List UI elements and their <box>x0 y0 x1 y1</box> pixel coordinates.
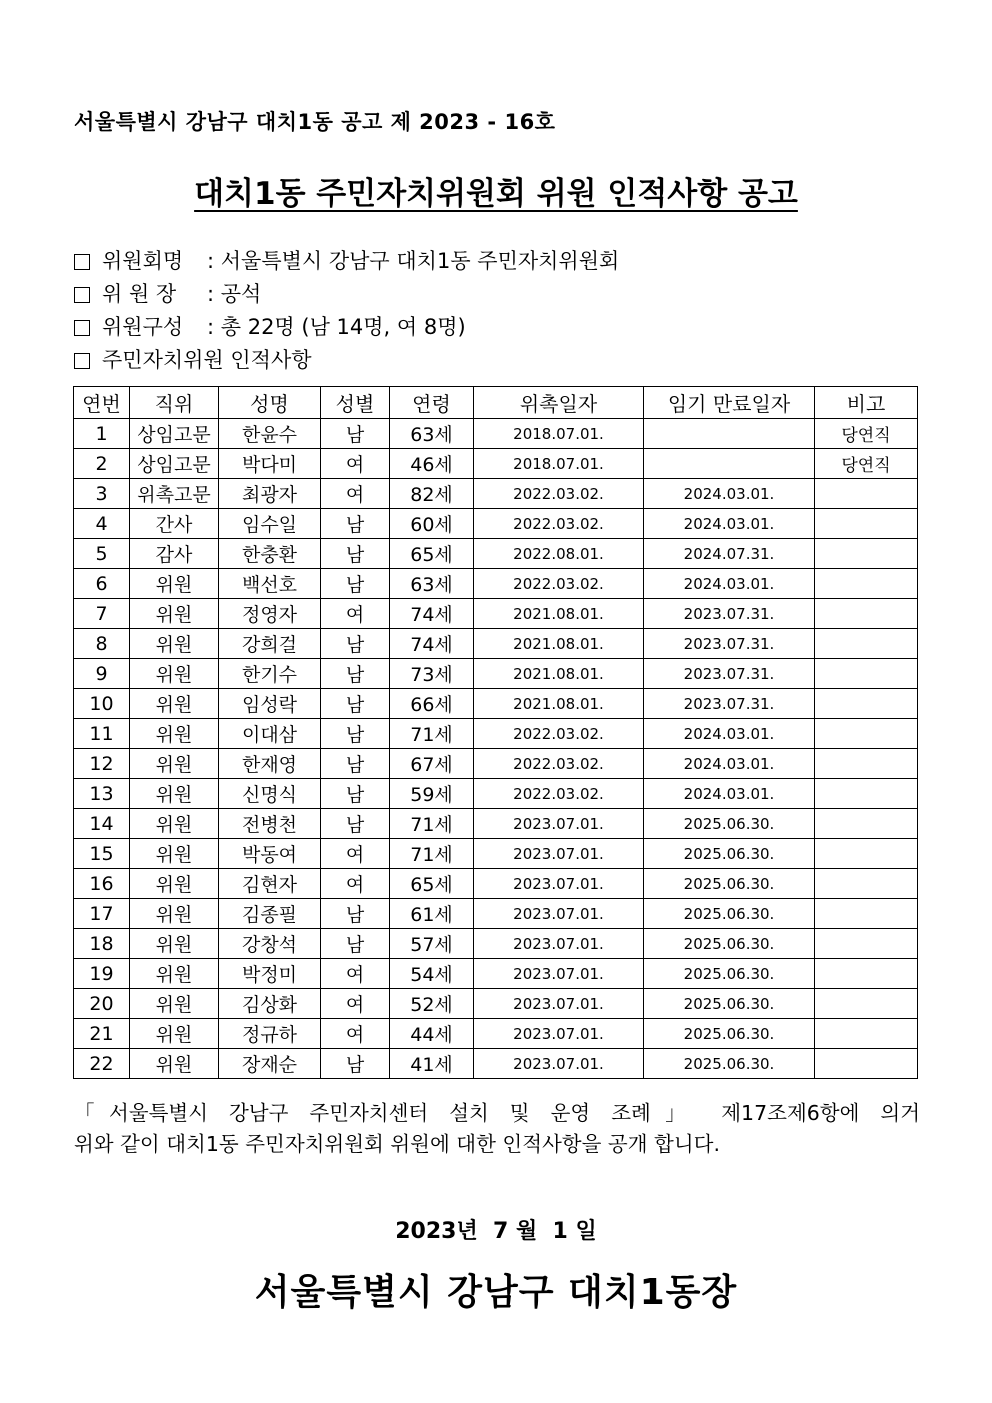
cell-gender: 남 <box>321 1049 390 1079</box>
cell-appointed-date: 2022.03.02. <box>474 479 644 509</box>
checkbox-square-icon <box>74 353 90 369</box>
cell-position: 위원 <box>130 929 219 959</box>
table-row <box>74 479 918 509</box>
cell-term-end-date: 2023.07.31. <box>644 599 815 629</box>
cell-no: 2 <box>74 449 130 479</box>
cell-position: 상임고문 <box>130 419 219 449</box>
table-header-col-term-end-date: 임기 만료일자 <box>644 387 815 419</box>
cell-position: 간사 <box>130 509 219 539</box>
cell-name: 김상화 <box>219 989 321 1019</box>
cell-gender: 남 <box>321 749 390 779</box>
cell-gender: 남 <box>321 689 390 719</box>
cell-name: 한재영 <box>219 749 321 779</box>
info-value: : 서울특별시 강남구 대치1동 주민자치위원회 <box>207 249 620 273</box>
cell-no: 11 <box>74 719 130 749</box>
cell-no: 7 <box>74 599 130 629</box>
cell-age: 65세 <box>390 869 474 899</box>
cell-age: 74세 <box>390 629 474 659</box>
table-row <box>74 809 918 839</box>
cell-age: 52세 <box>390 989 474 1019</box>
cell-position: 위원 <box>130 779 219 809</box>
cell-age: 74세 <box>390 599 474 629</box>
cell-position: 위원 <box>130 959 219 989</box>
legal-text-line1: 「서울특별시 강남구 주민자치센터 설치 및 운영 조례」 제17조제6항에 의거 <box>74 1101 920 1125</box>
cell-term-end-date: 2023.07.31. <box>644 629 815 659</box>
cell-appointed-date: 2018.07.01. <box>474 449 644 479</box>
cell-name: 정규하 <box>219 1019 321 1049</box>
info-row-composition <box>74 311 619 344</box>
cell-gender: 남 <box>321 539 390 569</box>
cell-no: 1 <box>74 419 130 449</box>
table-row <box>74 749 918 779</box>
cell-position: 위원 <box>130 809 219 839</box>
cell-no: 19 <box>74 959 130 989</box>
cell-name: 전병천 <box>219 809 321 839</box>
cell-note: 당연직 <box>815 419 918 449</box>
table-header-col-gender: 성별 <box>321 387 390 419</box>
cell-age: 44세 <box>390 1019 474 1049</box>
table-header-col-appointed-date: 위촉일자 <box>474 387 644 419</box>
cell-note <box>815 989 918 1019</box>
cell-position: 위원 <box>130 719 219 749</box>
checkbox-square-icon <box>74 254 90 270</box>
cell-position: 위원 <box>130 749 219 779</box>
members-table <box>73 386 918 1079</box>
table-row <box>74 1049 918 1079</box>
table-row <box>74 419 918 449</box>
info-label: 위원구성 <box>102 315 184 339</box>
cell-name: 김현자 <box>219 869 321 899</box>
cell-gender: 남 <box>321 509 390 539</box>
cell-age: 60세 <box>390 509 474 539</box>
cell-note <box>815 629 918 659</box>
cell-term-end-date: 2024.07.31. <box>644 539 815 569</box>
cell-gender: 남 <box>321 929 390 959</box>
cell-note <box>815 749 918 779</box>
table-row <box>74 779 918 809</box>
cell-position: 위원 <box>130 629 219 659</box>
table-row <box>74 959 918 989</box>
cell-term-end-date: 2025.06.30. <box>644 929 815 959</box>
table-row <box>74 599 918 629</box>
cell-appointed-date: 2021.08.01. <box>474 629 644 659</box>
cell-age: 67세 <box>390 749 474 779</box>
cell-name: 한충환 <box>219 539 321 569</box>
table-row <box>74 539 918 569</box>
cell-term-end-date: 2025.06.30. <box>644 1049 815 1079</box>
checkbox-square-icon <box>74 287 90 303</box>
cell-position: 위원 <box>130 1049 219 1079</box>
cell-name: 한윤수 <box>219 419 321 449</box>
table-row <box>74 1019 918 1049</box>
cell-appointed-date: 2022.03.02. <box>474 719 644 749</box>
cell-appointed-date: 2022.03.02. <box>474 569 644 599</box>
cell-appointed-date: 2023.07.01. <box>474 959 644 989</box>
cell-position: 위원 <box>130 1019 219 1049</box>
cell-gender: 남 <box>321 659 390 689</box>
cell-appointed-date: 2022.03.02. <box>474 749 644 779</box>
table-header-row <box>74 387 918 419</box>
cell-note <box>815 809 918 839</box>
cell-note <box>815 599 918 629</box>
cell-no: 21 <box>74 1019 130 1049</box>
cell-gender: 남 <box>321 419 390 449</box>
cell-age: 57세 <box>390 929 474 959</box>
cell-appointed-date: 2023.07.01. <box>474 809 644 839</box>
cell-age: 82세 <box>390 479 474 509</box>
cell-note <box>815 779 918 809</box>
cell-gender: 여 <box>321 869 390 899</box>
cell-term-end-date: 2023.07.31. <box>644 659 815 689</box>
cell-no: 16 <box>74 869 130 899</box>
table-row <box>74 929 918 959</box>
cell-term-end-date: 2025.06.30. <box>644 869 815 899</box>
cell-position: 상임고문 <box>130 449 219 479</box>
cell-appointed-date: 2018.07.01. <box>474 419 644 449</box>
table-row <box>74 509 918 539</box>
cell-term-end-date: 2024.03.01. <box>644 569 815 599</box>
checkbox-square-icon <box>74 320 90 336</box>
cell-position: 감사 <box>130 539 219 569</box>
section-heading <box>74 344 312 377</box>
table-row <box>74 449 918 479</box>
cell-note <box>815 839 918 869</box>
cell-name: 박다미 <box>219 449 321 479</box>
cell-term-end-date: 2024.03.01. <box>644 719 815 749</box>
cell-no: 20 <box>74 989 130 1019</box>
cell-position: 위원 <box>130 899 219 929</box>
cell-note <box>815 539 918 569</box>
cell-gender: 남 <box>321 569 390 599</box>
cell-name: 강창석 <box>219 929 321 959</box>
cell-term-end-date: 2023.07.31. <box>644 689 815 719</box>
cell-no: 22 <box>74 1049 130 1079</box>
cell-appointed-date: 2023.07.01. <box>474 929 644 959</box>
cell-age: 63세 <box>390 419 474 449</box>
info-value: : 총 22명 (남 14명, 여 8명) <box>207 315 466 339</box>
cell-term-end-date: 2025.06.30. <box>644 959 815 989</box>
legal-notice <box>74 1098 920 1160</box>
cell-note <box>815 479 918 509</box>
cell-term-end-date: 2024.03.01. <box>644 749 815 779</box>
cell-note <box>815 899 918 929</box>
cell-gender: 남 <box>321 899 390 929</box>
cell-name: 박동여 <box>219 839 321 869</box>
cell-term-end-date: 2024.03.01. <box>644 509 815 539</box>
table-row <box>74 659 918 689</box>
table-header-col-position: 직위 <box>130 387 219 419</box>
cell-no: 3 <box>74 479 130 509</box>
cell-no: 10 <box>74 689 130 719</box>
info-row-committee-name <box>74 245 619 278</box>
cell-note <box>815 719 918 749</box>
cell-appointed-date: 2023.07.01. <box>474 1049 644 1079</box>
page-title-wrap <box>0 168 992 213</box>
cell-no: 6 <box>74 569 130 599</box>
cell-name: 이대삼 <box>219 719 321 749</box>
cell-age: 71세 <box>390 719 474 749</box>
section-title: 주민자치위원 인적사항 <box>102 348 312 372</box>
cell-age: 54세 <box>390 959 474 989</box>
cell-note <box>815 1019 918 1049</box>
cell-gender: 여 <box>321 599 390 629</box>
cell-no: 14 <box>74 809 130 839</box>
cell-term-end-date: 2025.06.30. <box>644 989 815 1019</box>
cell-position: 위원 <box>130 569 219 599</box>
cell-name: 강희걸 <box>219 629 321 659</box>
cell-no: 8 <box>74 629 130 659</box>
cell-name: 신명식 <box>219 779 321 809</box>
cell-gender: 남 <box>321 809 390 839</box>
table-row <box>74 839 918 869</box>
cell-gender: 여 <box>321 1019 390 1049</box>
cell-term-end-date: 2024.03.01. <box>644 479 815 509</box>
cell-note <box>815 929 918 959</box>
cell-position: 위촉고문 <box>130 479 219 509</box>
cell-age: 61세 <box>390 899 474 929</box>
cell-term-end-date: 2025.06.30. <box>644 839 815 869</box>
cell-term-end-date <box>644 449 815 479</box>
info-label: 위원회명 <box>102 249 184 273</box>
table-header-col-note: 비고 <box>815 387 918 419</box>
info-row-chairperson <box>74 278 619 311</box>
page-title: 대치1동 주민자치위원회 위원 인적사항 공고 <box>194 176 798 212</box>
table-row <box>74 869 918 899</box>
cell-position: 위원 <box>130 659 219 689</box>
table-row <box>74 989 918 1019</box>
cell-name: 임성락 <box>219 689 321 719</box>
cell-name: 정영자 <box>219 599 321 629</box>
cell-term-end-date: 2024.03.01. <box>644 779 815 809</box>
table-row <box>74 899 918 929</box>
cell-name: 박정미 <box>219 959 321 989</box>
cell-no: 18 <box>74 929 130 959</box>
cell-appointed-date: 2021.08.01. <box>474 689 644 719</box>
table-row <box>74 719 918 749</box>
cell-position: 위원 <box>130 689 219 719</box>
cell-age: 46세 <box>390 449 474 479</box>
cell-appointed-date: 2023.07.01. <box>474 1019 644 1049</box>
cell-age: 59세 <box>390 779 474 809</box>
cell-appointed-date: 2022.08.01. <box>474 539 644 569</box>
cell-appointed-date: 2023.07.01. <box>474 839 644 869</box>
cell-age: 71세 <box>390 809 474 839</box>
cell-appointed-date: 2022.03.02. <box>474 779 644 809</box>
cell-name: 장재순 <box>219 1049 321 1079</box>
cell-position: 위원 <box>130 869 219 899</box>
cell-gender: 여 <box>321 989 390 1019</box>
cell-name: 한기수 <box>219 659 321 689</box>
cell-term-end-date: 2025.06.30. <box>644 1019 815 1049</box>
cell-appointed-date: 2023.07.01. <box>474 989 644 1019</box>
cell-appointed-date: 2023.07.01. <box>474 899 644 929</box>
cell-age: 73세 <box>390 659 474 689</box>
cell-no: 17 <box>74 899 130 929</box>
cell-position: 위원 <box>130 989 219 1019</box>
committee-info <box>74 245 619 344</box>
cell-no: 13 <box>74 779 130 809</box>
cell-gender: 여 <box>321 959 390 989</box>
table-row <box>74 569 918 599</box>
cell-age: 66세 <box>390 689 474 719</box>
cell-appointed-date: 2022.03.02. <box>474 509 644 539</box>
table-row <box>74 629 918 659</box>
cell-position: 위원 <box>130 599 219 629</box>
table-header-col-no: 연번 <box>74 387 130 419</box>
notice-date: 2023년 7 월 1 일 <box>395 1219 597 1244</box>
cell-name: 최광자 <box>219 479 321 509</box>
issuer-name: 서울특별시 강남구 대치1동장 <box>254 1272 738 1313</box>
table-header-col-name: 성명 <box>219 387 321 419</box>
table-row <box>74 689 918 719</box>
cell-note <box>815 1049 918 1079</box>
cell-note <box>815 659 918 689</box>
table-header-col-age: 연령 <box>390 387 474 419</box>
cell-note <box>815 689 918 719</box>
cell-no: 4 <box>74 509 130 539</box>
cell-no: 9 <box>74 659 130 689</box>
cell-note <box>815 869 918 899</box>
cell-gender: 여 <box>321 479 390 509</box>
cell-term-end-date: 2025.06.30. <box>644 899 815 929</box>
cell-age: 63세 <box>390 569 474 599</box>
cell-appointed-date: 2023.07.01. <box>474 869 644 899</box>
cell-note <box>815 959 918 989</box>
info-value: : 공석 <box>207 282 262 306</box>
cell-note: 당연직 <box>815 449 918 479</box>
cell-appointed-date: 2021.08.01. <box>474 659 644 689</box>
cell-gender: 남 <box>321 719 390 749</box>
cell-appointed-date: 2021.08.01. <box>474 599 644 629</box>
cell-age: 65세 <box>390 539 474 569</box>
cell-note <box>815 569 918 599</box>
cell-term-end-date <box>644 419 815 449</box>
cell-gender: 여 <box>321 449 390 479</box>
cell-gender: 남 <box>321 779 390 809</box>
legal-text-line2: 위와 같이 대치1동 주민자치위원회 위원에 대한 인적사항을 공개 합니다. <box>74 1132 720 1156</box>
notice-number: 서울특별시 강남구 대치1동 공고 제 2023 - 16호 <box>74 110 556 134</box>
cell-no: 5 <box>74 539 130 569</box>
cell-name: 백선호 <box>219 569 321 599</box>
table-body <box>74 419 918 1079</box>
cell-name: 김종필 <box>219 899 321 929</box>
cell-gender: 남 <box>321 629 390 659</box>
cell-age: 41세 <box>390 1049 474 1079</box>
cell-age: 71세 <box>390 839 474 869</box>
cell-note <box>815 509 918 539</box>
cell-term-end-date: 2025.06.30. <box>644 809 815 839</box>
cell-position: 위원 <box>130 839 219 869</box>
cell-no: 12 <box>74 749 130 779</box>
cell-no: 15 <box>74 839 130 869</box>
cell-name: 임수일 <box>219 509 321 539</box>
cell-gender: 여 <box>321 839 390 869</box>
info-label: 위 원 장 <box>102 282 177 306</box>
